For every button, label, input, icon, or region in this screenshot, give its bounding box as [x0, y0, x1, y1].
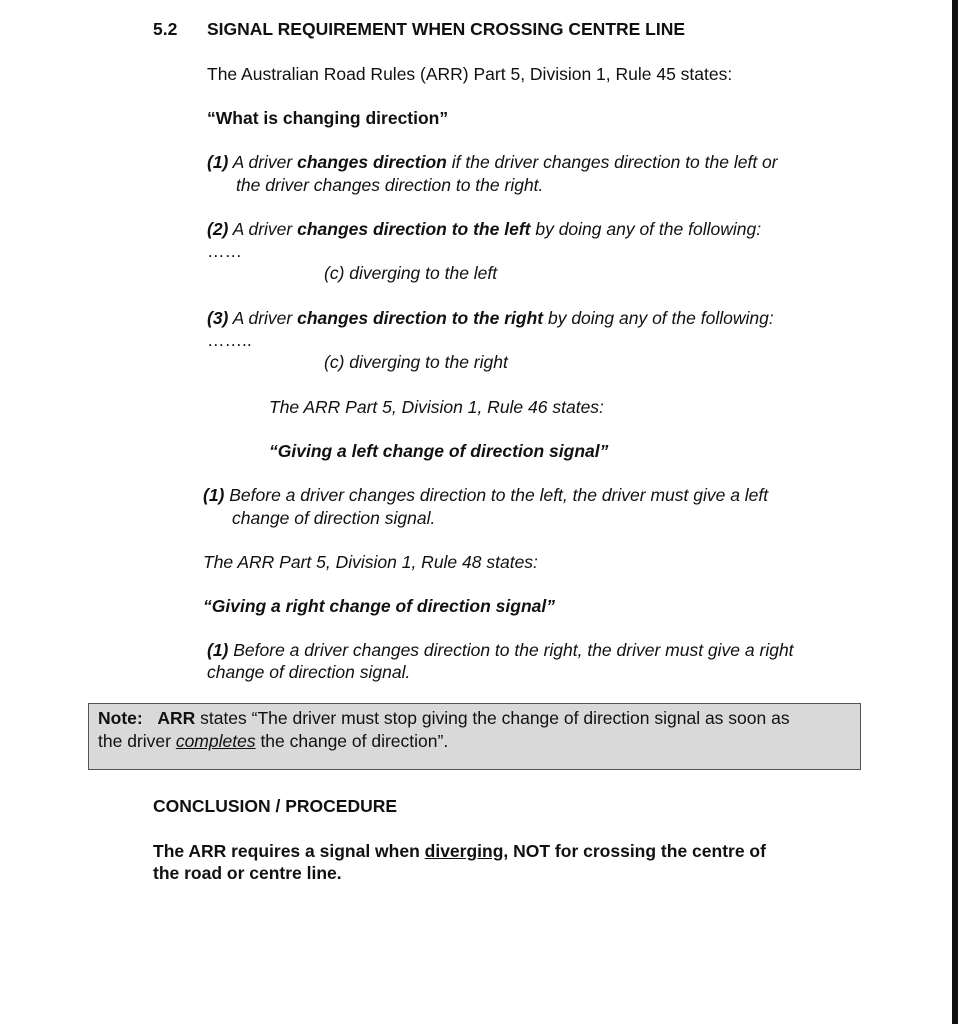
rule45-item3-pre: A driver	[228, 308, 298, 328]
rule48-heading: “Giving a right change of direction signal”	[203, 596, 555, 616]
rule45-item2-ellipsis: ……	[207, 241, 242, 261]
rule45-intro: The Australian Road Rules (ARR) Part 5, Division 1, Rule 45 states:	[207, 64, 733, 84]
rule45-item3-ellipsis: ……..	[207, 330, 252, 350]
rule45-item3-sub: (c) diverging to the right	[324, 352, 508, 372]
note-line1	[98, 707, 790, 729]
rule46-item1-number: (1)	[203, 485, 225, 505]
conclusion-pre: The ARR requires a signal when	[153, 841, 425, 861]
rule46-heading: “Giving a left change of direction signal”	[269, 441, 609, 461]
rule45-item1-post: if the driver changes direction to the left or	[446, 152, 778, 172]
conclusion-underlined: diverging	[424, 841, 504, 861]
rule45-item2-bold: changes direction to the left	[297, 219, 531, 239]
note-text2-post: the change of direction”.	[255, 731, 449, 751]
rule45-item3-bold: changes direction to the right	[297, 308, 544, 328]
note-box	[88, 703, 861, 770]
rule48-item1-line2: change of direction signal.	[207, 662, 411, 682]
rule46-item1-line1	[203, 484, 768, 506]
rule45-item3-line1	[207, 307, 774, 329]
rule45-item2-post: by doing any of the following:	[530, 219, 762, 239]
rule45-item3-post: by doing any of the following:	[543, 308, 774, 328]
rule46-item1-text: Before a driver changes direction to the left, the driver must give a left	[224, 485, 769, 505]
rule45-item1-bold: changes direction	[297, 152, 447, 172]
rule45-item3-number: (3)	[207, 308, 229, 328]
rule48-item1-number: (1)	[207, 640, 229, 660]
conclusion-post: , NOT for crossing the centre of	[503, 841, 766, 861]
rule45-item1-number: (1)	[207, 152, 229, 172]
note-arr: ARR	[157, 708, 196, 728]
rule46-item1-line2: change of direction signal.	[232, 508, 436, 528]
rule48-intro: The ARR Part 5, Division 1, Rule 48 states:	[203, 552, 538, 572]
rule45-item2-pre: A driver	[228, 219, 298, 239]
rule48-item1-text: Before a driver changes direction to the right, the driver must give a right	[228, 640, 794, 660]
rule45-item2-number: (2)	[207, 219, 229, 239]
note-emphasis: completes	[175, 731, 256, 751]
note-line2	[98, 730, 448, 752]
rule48-item1-line1	[207, 639, 794, 661]
rule45-item2-sub: (c) diverging to the left	[324, 263, 498, 283]
rule45-item1-line2: the driver changes direction to the right.	[236, 175, 544, 195]
note-text1: states “The driver must stop giving the change of direction signal as soon as	[195, 708, 790, 728]
page-edge-bar	[952, 0, 958, 1024]
rule46-intro: The ARR Part 5, Division 1, Rule 46 states:	[269, 397, 604, 417]
section-title: SIGNAL REQUIREMENT WHEN CROSSING CENTRE LINE	[207, 19, 686, 39]
conclusion-line1	[153, 840, 766, 862]
conclusion-heading: CONCLUSION / PROCEDURE	[153, 796, 398, 816]
rule45-item1-line1	[207, 151, 778, 173]
note-text2-pre: the driver	[98, 731, 176, 751]
conclusion-line2: the road or centre line.	[153, 863, 342, 883]
rule45-heading: “What is changing direction”	[207, 108, 449, 128]
note-label: Note:	[98, 708, 143, 728]
rule45-item2-line1	[207, 218, 761, 240]
rule45-item1-pre: A driver	[228, 152, 298, 172]
section-number: 5.2	[153, 19, 178, 39]
